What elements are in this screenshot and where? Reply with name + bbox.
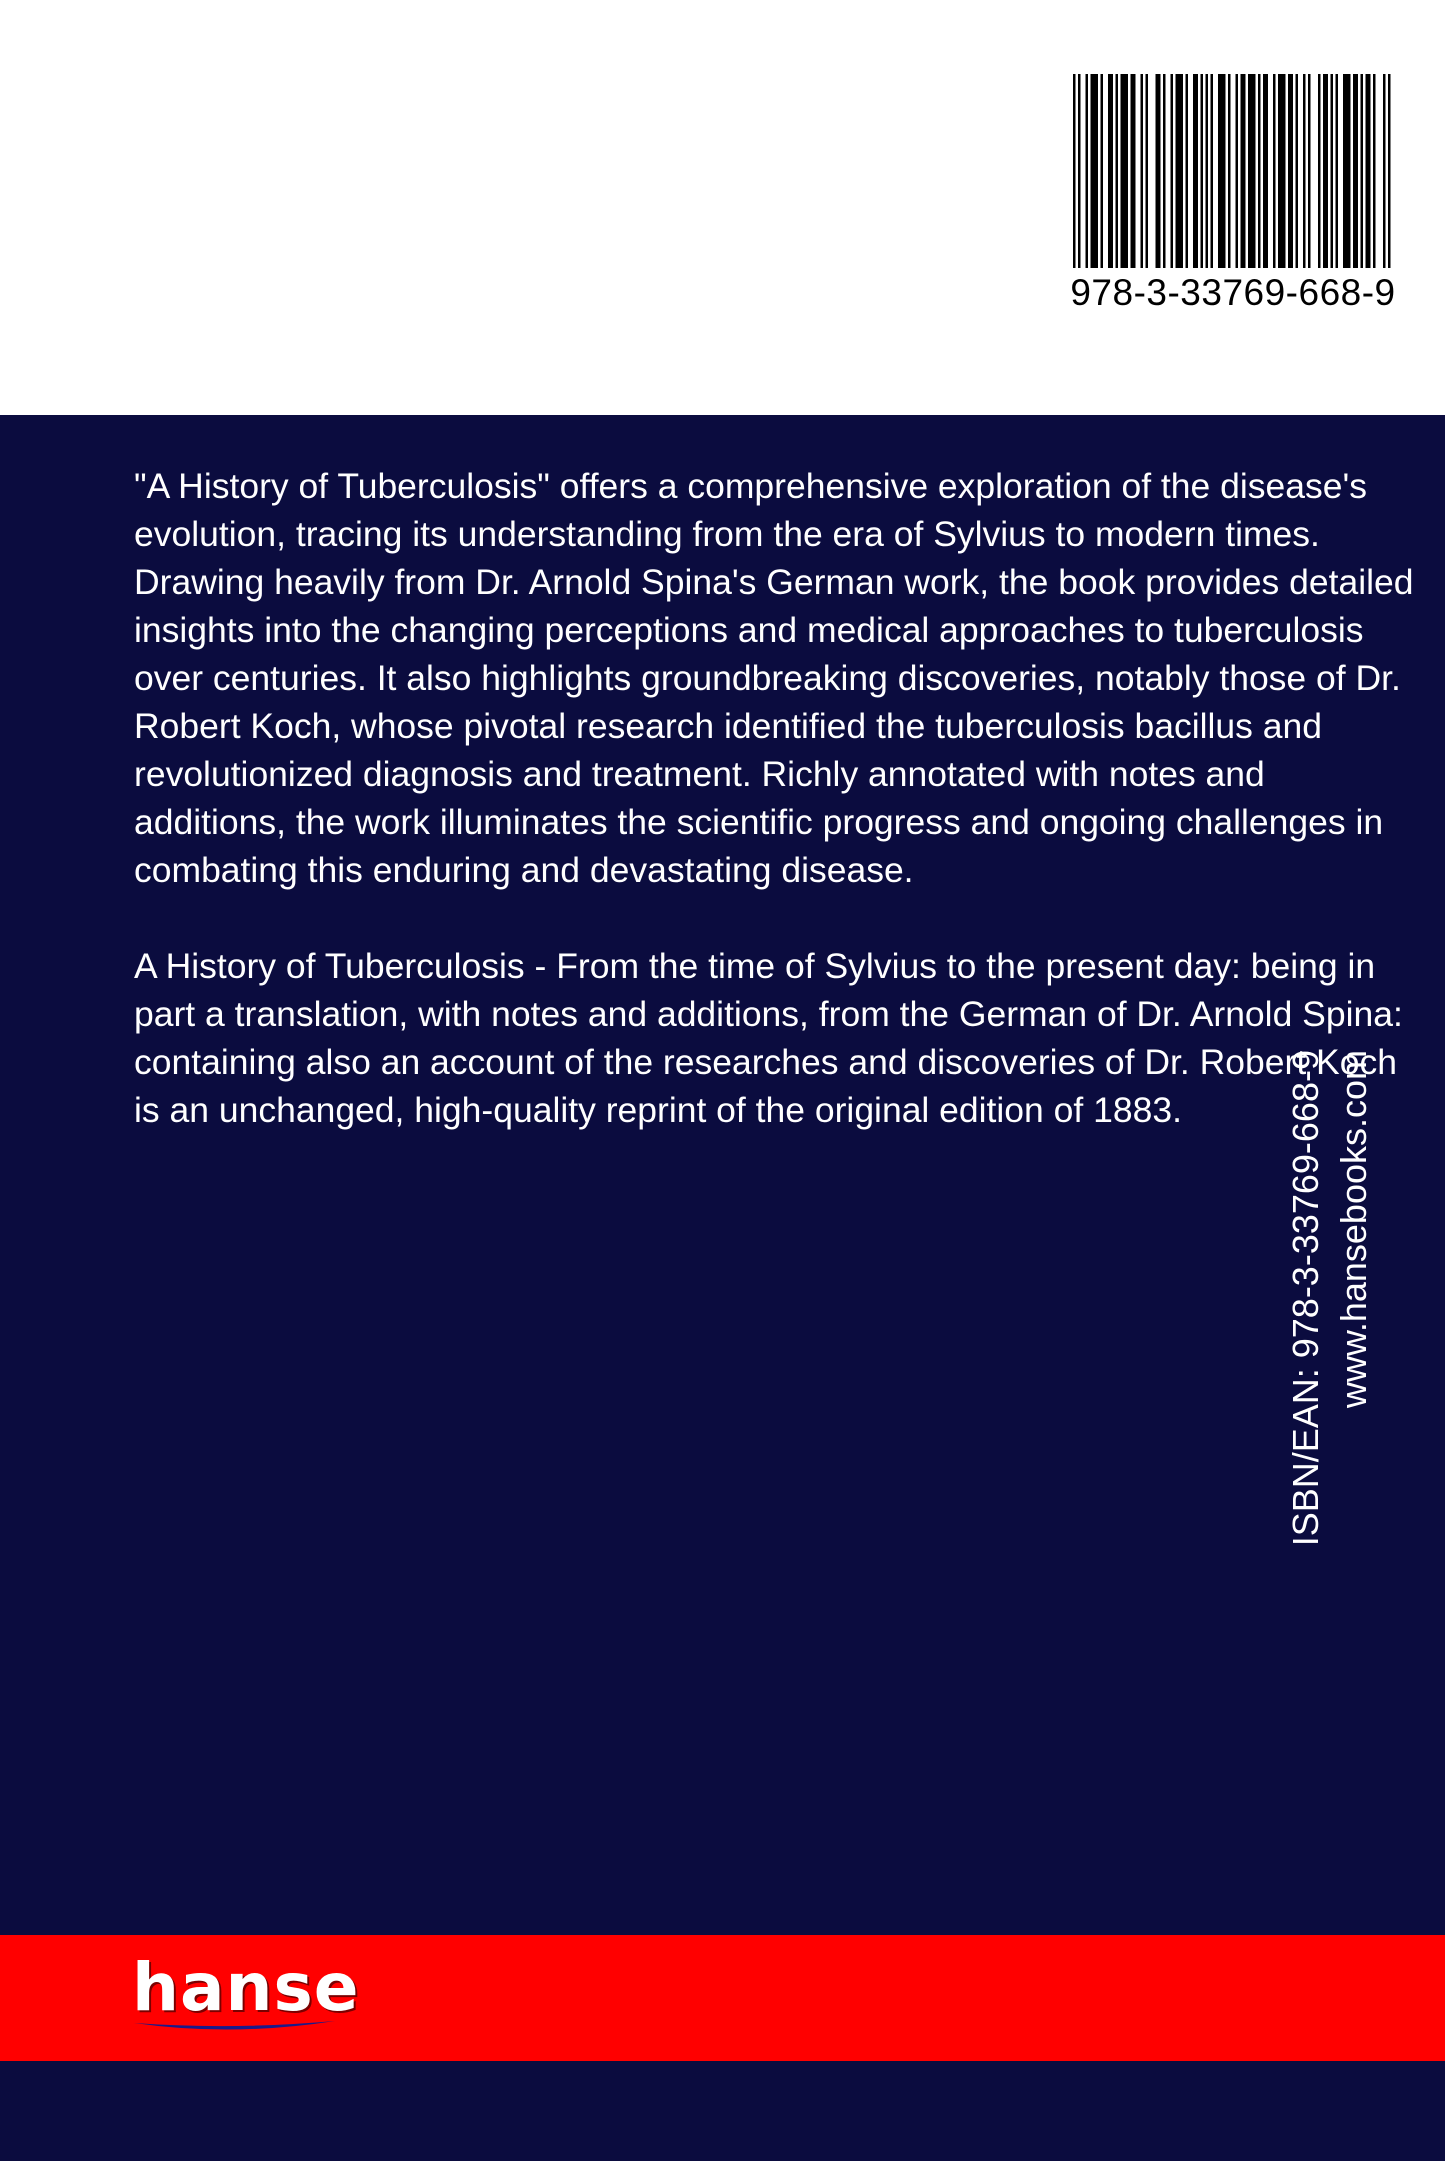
barcode-bar [1101, 74, 1104, 268]
barcode-bar [1263, 74, 1268, 268]
barcode-bar [1141, 74, 1144, 268]
barcode-bar [1211, 74, 1214, 268]
barcode-bar [1303, 74, 1306, 268]
barcode-bar [1146, 74, 1149, 268]
barcode-bar [1383, 74, 1386, 268]
barcode-bar [1258, 74, 1261, 268]
barcode-bar [1318, 74, 1321, 268]
barcode-bar [1343, 74, 1351, 268]
barcode-bar [1373, 74, 1376, 268]
barcode-bar [1163, 74, 1166, 268]
vertical-isbn-block [1282, 1050, 1378, 1610]
barcode-bar [1241, 74, 1246, 268]
barcode-bar [1116, 74, 1119, 268]
barcode-bar [1308, 74, 1311, 268]
barcode-bar [1078, 74, 1081, 268]
barcode-bar [1288, 74, 1293, 268]
barcode-bar [1296, 74, 1299, 268]
barcode-bar [1206, 74, 1209, 268]
barcode-bar [1186, 74, 1189, 268]
barcode-bar [1336, 74, 1339, 268]
barcode-bar [1228, 74, 1231, 268]
barcode-bar [1218, 74, 1226, 268]
barcode-bar [1171, 74, 1174, 268]
barcode-bar [1366, 74, 1371, 268]
barcode-bar [1331, 74, 1334, 268]
hanse-logo [132, 1949, 360, 2037]
barcode-bar [1353, 74, 1358, 268]
barcode-bar [1193, 74, 1198, 268]
description-paragraph-2: A History of Tuberculosis - From the time of Sylvius to the present day: being in part a translation, with notes and additions, from the German of Dr. Arnold Spina: containing also an account of the researches and discoveries of Dr. Robert Koch is an unchanged, high-quality reprint of the original edition of 1883. [134, 946, 1403, 1130]
bottom-band [0, 2061, 1445, 2161]
barcode [1068, 74, 1398, 314]
barcode-bar [1201, 74, 1204, 268]
barcode-bar [1086, 74, 1089, 268]
barcode-bar [1073, 74, 1076, 268]
barcode-bar [1361, 74, 1364, 268]
barcode-bar [1108, 74, 1113, 268]
description-paragraph-1: "A History of Tuberculosis" offers a comprehensive exploration of the disease's evolution, tracing its understanding from the era of Sylvius to modern times. Drawing heavily from Dr. Arnold Spina's German work, the book provides detailed insights into the changing perceptions and medical approaches to tuberculosis over centuries. It also highlights groundbreaking discoveries, notably those of Dr. Robert Koch, whose pivotal research identified the tuberculosis bacillus and revolutionized diagnosis and treatment. Richly annotated with notes and additions, the work illuminates the scientific progress and ongoing challenges in combating this enduring and devastating disease. [134, 466, 1414, 890]
barcode-bar [1236, 74, 1239, 268]
barcode-bar [1273, 74, 1276, 268]
book-description [134, 462, 1424, 1182]
barcode-bar [1388, 74, 1391, 268]
publisher-website: www.hansebooks.com [1333, 1050, 1374, 1409]
barcode-bar [1121, 74, 1129, 268]
barcode-bar [1248, 74, 1256, 268]
barcode-bar [1278, 74, 1286, 268]
barcode-bar [1323, 74, 1328, 268]
barcode-number: 978-3-33769-668-9 [1070, 272, 1396, 313]
isbn-ean-text: ISBN/EAN: 978-3-33769-668-9 [1285, 1050, 1326, 1547]
barcode-bar [1091, 74, 1099, 268]
barcode-bars [1073, 74, 1393, 268]
barcode-bar [1156, 74, 1161, 268]
hanse-logo-text: hanse [132, 1949, 360, 2026]
barcode-bar [1131, 74, 1136, 268]
barcode-bar [1176, 74, 1184, 268]
